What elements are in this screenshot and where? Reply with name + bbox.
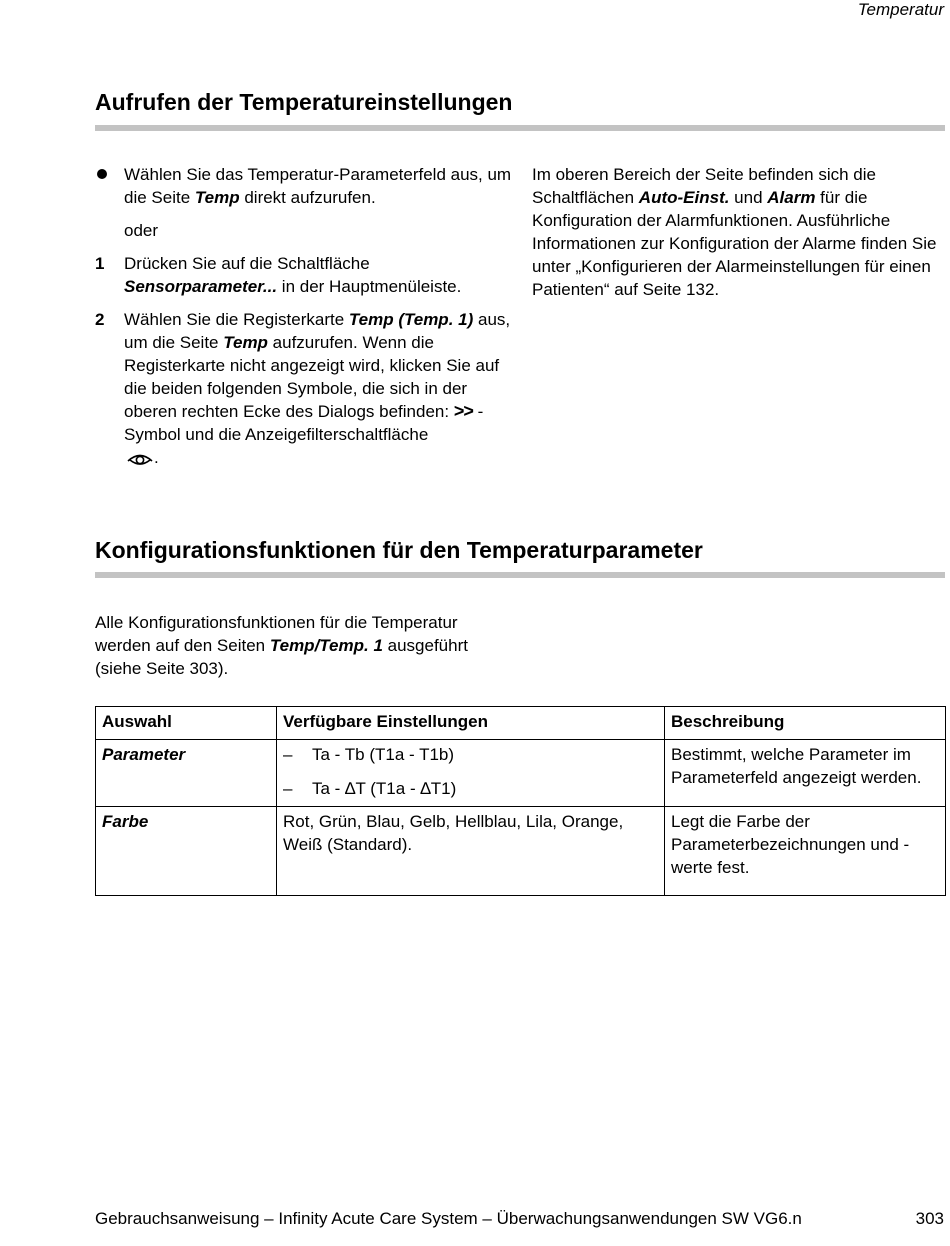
left-column (95, 163, 515, 483)
page-number: 303 (915, 1209, 944, 1228)
cell-einstellungen: Rot, Grün, Blau, Gelb, Hellblau, Lila, Orange, Weiß (Standard). (277, 807, 665, 896)
table-header-row (96, 707, 946, 740)
table-row (96, 807, 946, 896)
temp-tab-reference: Temp (Temp. 1) (348, 310, 474, 329)
auto-einst-reference: Auto-Einst. (638, 188, 730, 207)
sensorparameter-reference: Sensorparameter... (124, 277, 278, 296)
page-footer: Gebrauchsanweisung – Infinity Acute Care System – Überwachungsanwendungen SW VG6.n (95, 1209, 802, 1228)
cell-auswahl: Farbe (96, 807, 277, 896)
right-column-text: Im oberen Bereich der Seite befinden sich die Schaltflächen Auto-Einst. und Alarm für die Konfiguration der Alarmfunktionen. Ausführliche Informationen zur Konfiguration der Alarme finden Sie unter „Konfigurieren der Alarmeinstellungen für einen Patienten“ auf Seite 132. (532, 165, 937, 299)
header-beschreibung: Beschreibung (665, 707, 946, 740)
step-number: 2 (95, 310, 105, 329)
temp-reference: Temp (223, 333, 268, 352)
configuration-table (95, 706, 946, 896)
bullet-icon (97, 169, 107, 179)
alarm-reference: Alarm (767, 188, 816, 207)
list-item: – Ta - Tb (T1a - T1b) (283, 743, 658, 766)
double-chevron-icon: >> (453, 401, 473, 421)
temp-reference: Temp (194, 188, 240, 207)
header-auswahl: Auswahl (96, 707, 277, 740)
eye-icon (126, 449, 154, 473)
cell-auswahl: Parameter (96, 740, 277, 807)
running-header: Temperatur (857, 0, 944, 19)
section-title-aufrufen: Aufrufen der Temperatureinstellungen (95, 89, 513, 115)
table-row (96, 740, 946, 807)
cell-einstellungen (277, 740, 665, 807)
step-number: 1 (95, 254, 105, 273)
list-item: – Ta - ∆T (T1a - ∆T1) (283, 777, 658, 800)
header-einstellungen: Verfügbare Einstellungen (277, 707, 665, 740)
section-title-konfiguration: Konfigurationsfunktionen für den Temperaturparameter (95, 537, 703, 563)
section-rule (95, 125, 945, 131)
temp-pages-reference: Temp/Temp. 1 (269, 636, 383, 655)
oder-text: oder (124, 221, 159, 240)
step-1: 1 Drücken Sie auf die Schaltfläche Sensorparameter... in der Hauptmenüleiste. (95, 254, 462, 296)
intro-paragraph: Alle Konfigurationsfunktionen für die Temperatur werden auf den Seiten Temp/Temp. 1 ausgeführt (siehe Seite 303). (95, 613, 468, 678)
cell-beschreibung: Bestimmt, welche Parameter im Parameterfeld angezeigt werden. (665, 740, 946, 807)
cell-beschreibung: Legt die Farbe der Parameterbezeichnungen und -werte fest. (665, 807, 946, 896)
bullet-item: Wählen Sie das Temperatur-Parameterfeld aus, um die Seite Temp direkt aufzurufen. (95, 163, 515, 209)
section-rule (95, 572, 945, 578)
step-2: 2 Wählen Sie die Registerkarte Temp (Temp. 1) aus, um die Seite Temp aufzurufen. Wenn die Registerkarte nicht angezeigt wird, klicken Sie auf die beiden folgenden Symbole, die sich in der oberen rechten Ecke des Dialogs befinden: >> -Symbol und die Anzeigefilterschaltfläche . (95, 308, 515, 473)
